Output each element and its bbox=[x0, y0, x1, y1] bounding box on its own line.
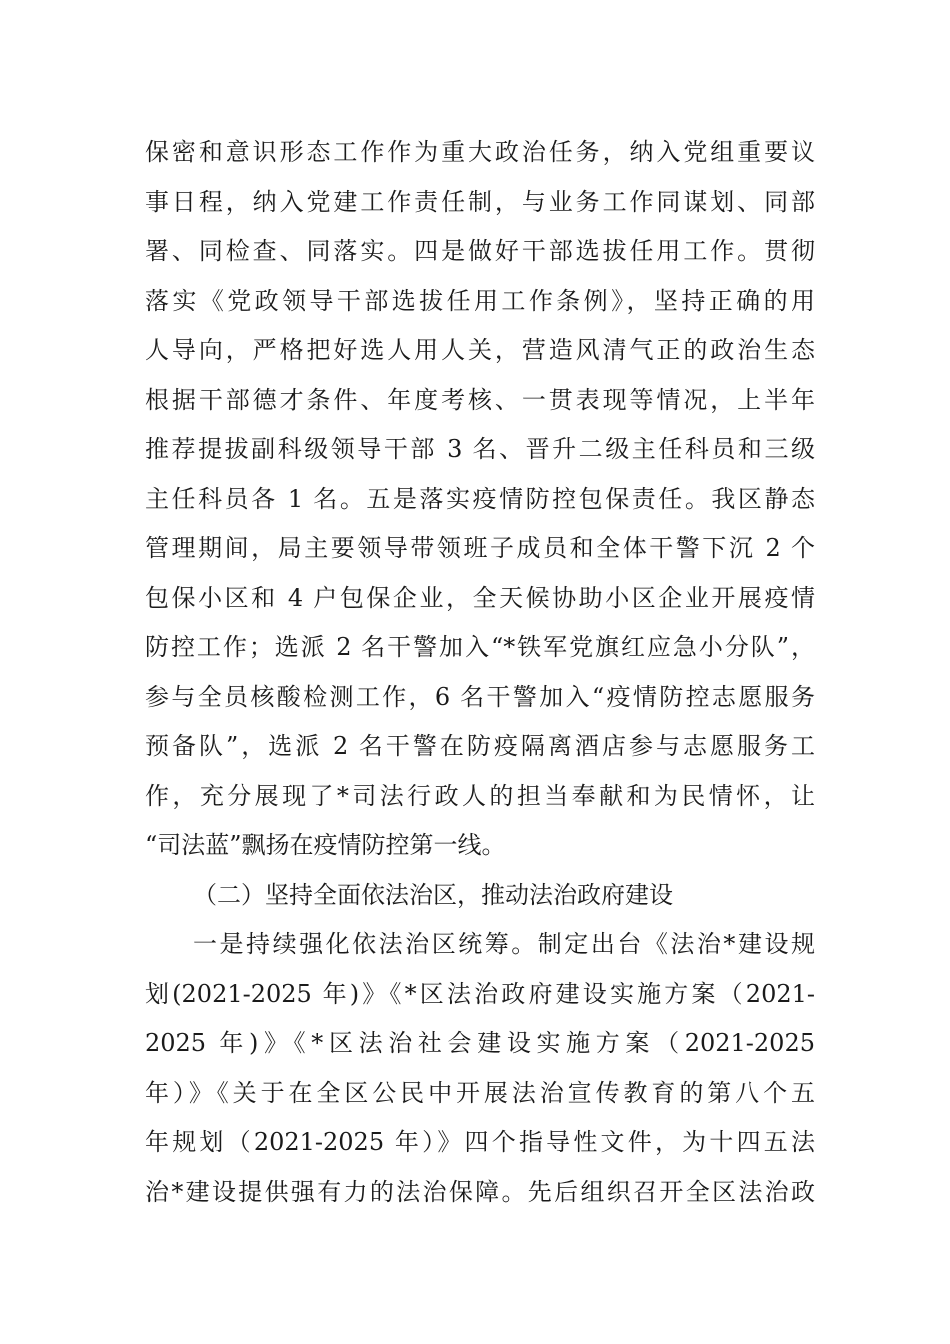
body-line: 划(2021-2025 年)》《*区法治政府建设实施方案（2021- bbox=[145, 979, 815, 1008]
paragraph-end-line: “司法蓝”飘扬在疫情防控第一线。 bbox=[145, 831, 506, 859]
document-body bbox=[145, 128, 815, 1217]
body-line: 人导向，严格把好选人用人关，营造风清气正的政治生态 bbox=[145, 336, 815, 364]
body-line: 管理期间，局主要领导带领班子成员和全体干警下沉 2 个 bbox=[145, 534, 815, 562]
body-line: 预备队”，选派 2 名干警在防疫隔离酒店参与志愿服务工 bbox=[145, 732, 815, 760]
body-line: 作，充分展现了*司法行政人的担当奉献和为民情怀，让 bbox=[145, 781, 815, 810]
body-line: 署、同检查、同落实。四是做好干部选拔任用工作。贯彻 bbox=[145, 237, 815, 265]
body-line: 治*建设提供强有力的法治保障。先后组织召开全区法治政 bbox=[145, 1177, 815, 1206]
body-line: 防控工作；选派 2 名干警加入“*铁军党旗红应急小分队”， bbox=[145, 633, 815, 661]
body-line: 根据干部德才条件、年度考核、一贯表现等情况，上半年 bbox=[145, 385, 815, 414]
paragraph-first-line: 一是持续强化依法治区统筹。制定出台《法治*建设规 bbox=[193, 930, 815, 958]
body-line: 事日程，纳入党建工作责任制，与业务工作同谋划、同部 bbox=[145, 187, 815, 216]
body-line: 年规划（2021-2025 年）》四个指导性文件，为十四五法 bbox=[145, 1128, 815, 1156]
body-line: 落实《党政领导干部选拔任用工作条例》，坚持正确的用 bbox=[145, 286, 815, 315]
section-heading: （二）坚持全面依法治区，推动法治政府建设 bbox=[193, 880, 673, 909]
body-line: 保密和意识形态工作作为重大政治任务，纳入党组重要议 bbox=[145, 138, 815, 166]
body-line: 推荐提拔副科级领导干部 3 名、晋升二级主任科员和三级 bbox=[145, 435, 815, 463]
body-line: 2025 年)》《*区法治社会建设实施方案（2021-2025 bbox=[145, 1029, 815, 1057]
body-line: 主任科员各 1 名。五是落实疫情防控包保责任。我区静态 bbox=[145, 484, 815, 513]
body-line: 年）》《关于在全区公民中开展法治宣传教育的第八个五 bbox=[145, 1078, 815, 1107]
body-line: 参与全员核酸检测工作，6 名干警加入“疫情防控志愿服务 bbox=[145, 682, 815, 711]
body-line: 包保小区和 4 户包保企业，全天候协助小区企业开展疫情 bbox=[145, 583, 815, 612]
